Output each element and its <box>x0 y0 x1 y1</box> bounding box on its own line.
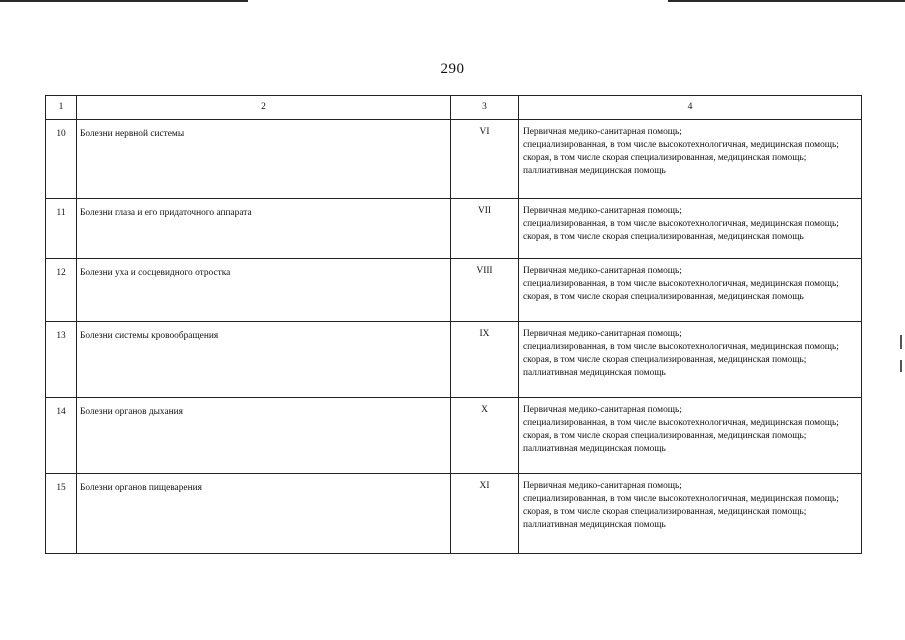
care-type-line: паллиативная медицинская помощь <box>523 368 666 378</box>
care-type-line: скорая, в том числе скорая специализированная, медицинская помощь; <box>523 431 807 441</box>
page-number: 290 <box>440 61 465 77</box>
table-row <box>46 474 862 554</box>
care-type-line: паллиативная медицинская помощь <box>523 520 666 530</box>
table-row <box>46 259 862 322</box>
disease-class-name: Болезни органов дыхания <box>77 398 451 474</box>
care-types-cell <box>519 398 862 474</box>
care-type-line: скорая, в том числе скорая специализированная, медицинская помощь; <box>523 153 807 163</box>
table-row <box>46 199 862 259</box>
care-type-line: специализированная, в том числе высокотехнологичная, медицинская помощь; <box>523 279 839 289</box>
header-cell-col3: 3 <box>451 96 519 120</box>
row-number: 10 <box>46 120 77 199</box>
care-type-line: специализированная, в том числе высокотехнологичная, медицинская помощь; <box>523 140 839 150</box>
icd-class-numeral: IX <box>451 322 519 398</box>
care-type-line: Первичная медико-санитарная помощь; <box>523 329 682 339</box>
header-cell-col1: 1 <box>46 96 77 120</box>
care-type-line: специализированная, в том числе высокотехнологичная, медицинская помощь; <box>523 219 839 229</box>
care-types-cell <box>519 199 862 259</box>
header-cell-col2: 2 <box>77 96 451 120</box>
icd-class-numeral: VI <box>451 120 519 199</box>
icd-class-numeral: X <box>451 398 519 474</box>
care-types-cell <box>519 120 862 199</box>
care-type-line: скорая, в том числе скорая специализированная, медицинская помощь <box>523 232 804 242</box>
care-type-line: скорая, в том числе скорая специализированная, медицинская помощь; <box>523 507 807 517</box>
scan-edge-mark <box>900 360 902 372</box>
care-types-cell <box>519 259 862 322</box>
icd-class-numeral: VIII <box>451 259 519 322</box>
row-number: 15 <box>46 474 77 554</box>
disease-class-name: Болезни нервной системы <box>77 120 451 199</box>
table-row <box>46 322 862 398</box>
disease-class-name: Болезни системы кровообращения <box>77 322 451 398</box>
care-type-line: Первичная медико-санитарная помощь; <box>523 481 682 491</box>
disease-class-table <box>45 95 862 554</box>
care-type-line: паллиативная медицинская помощь <box>523 166 666 176</box>
icd-class-numeral: VII <box>451 199 519 259</box>
table-body <box>46 120 862 554</box>
table-row <box>46 398 862 474</box>
care-types-cell <box>519 474 862 554</box>
disease-class-name: Болезни уха и сосцевидного отростка <box>77 259 451 322</box>
care-type-line: специализированная, в том числе высокотехнологичная, медицинская помощь; <box>523 342 839 352</box>
care-type-line: специализированная, в том числе высокотехнологичная, медицинская помощь; <box>523 418 839 428</box>
table-header-row <box>46 96 862 120</box>
header-cell-col4: 4 <box>519 96 862 120</box>
icd-class-numeral: XI <box>451 474 519 554</box>
care-type-line: паллиативная медицинская помощь <box>523 444 666 454</box>
care-type-line: скорая, в том числе скорая специализированная, медицинская помощь <box>523 292 804 302</box>
row-number: 13 <box>46 322 77 398</box>
care-type-line: специализированная, в том числе высокотехнологичная, медицинская помощь; <box>523 494 839 504</box>
care-type-line: Первичная медико-санитарная помощь; <box>523 127 682 137</box>
care-types-cell <box>519 322 862 398</box>
care-type-line: Первичная медико-санитарная помощь; <box>523 266 682 276</box>
disease-class-name: Болезни глаза и его придаточного аппарата <box>77 199 451 259</box>
care-type-line: Первичная медико-санитарная помощь; <box>523 206 682 216</box>
row-number: 14 <box>46 398 77 474</box>
top-border-gap <box>248 0 668 2</box>
disease-class-name: Болезни органов пищеварения <box>77 474 451 554</box>
care-type-line: скорая, в том числе скорая специализированная, медицинская помощь; <box>523 355 807 365</box>
table-row <box>46 120 862 199</box>
care-type-line: Первичная медико-санитарная помощь; <box>523 405 682 415</box>
row-number: 11 <box>46 199 77 259</box>
scan-edge-mark <box>900 335 902 349</box>
row-number: 12 <box>46 259 77 322</box>
